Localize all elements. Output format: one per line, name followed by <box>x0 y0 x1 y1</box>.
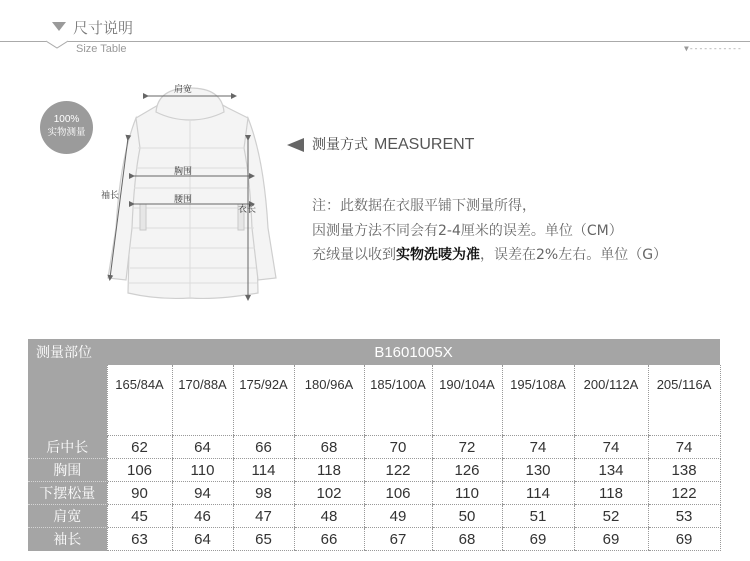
value-cell: 50 <box>432 505 502 528</box>
size-cell: 195/108A <box>502 365 574 436</box>
value-cell: 48 <box>294 505 364 528</box>
value-cell: 66 <box>233 436 294 459</box>
row-label: 后中长 <box>28 436 107 459</box>
value-cell: 114 <box>233 459 294 482</box>
value-cell: 66 <box>294 528 364 551</box>
value-cell: 122 <box>648 482 720 505</box>
measurement-title-cn: 测量方式 <box>312 137 368 153</box>
note-line-1: 注：此数据在衣服平铺下测量所得， <box>312 198 536 214</box>
triangle-down-icon <box>52 22 66 31</box>
table-row <box>28 528 720 551</box>
value-cell: 45 <box>107 505 172 528</box>
table-row <box>28 482 720 505</box>
real-measure-badge <box>40 101 93 154</box>
value-cell: 64 <box>172 528 233 551</box>
value-cell: 51 <box>502 505 574 528</box>
row-label: 袖长 <box>28 528 107 551</box>
corner-label: 测量部位 <box>28 339 107 365</box>
value-cell: 49 <box>364 505 432 528</box>
table-row <box>28 436 720 459</box>
size-cell: 200/112A <box>574 365 648 436</box>
jacket-illustration <box>98 78 278 308</box>
value-cell: 68 <box>432 528 502 551</box>
value-cell: 64 <box>172 436 233 459</box>
value-cell: 69 <box>502 528 574 551</box>
value-cell: 69 <box>648 528 720 551</box>
value-cell: 130 <box>502 459 574 482</box>
note-line-2: 因测量方法不同会有2-4厘米的误差。单位（CM） <box>312 223 623 239</box>
value-cell: 118 <box>574 482 648 505</box>
value-cell: 110 <box>172 459 233 482</box>
value-cell: 122 <box>364 459 432 482</box>
note-line-3-post: ，误差在2%左右。单位（G） <box>480 247 668 263</box>
table-row <box>28 459 720 482</box>
value-cell: 72 <box>432 436 502 459</box>
size-cell: 165/84A <box>107 365 172 436</box>
size-cell: 180/96A <box>294 365 364 436</box>
size-cell: 205/116A <box>648 365 720 436</box>
table-header-row <box>28 339 720 365</box>
size-table <box>28 339 720 551</box>
value-cell: 106 <box>364 482 432 505</box>
value-cell: 118 <box>294 459 364 482</box>
value-cell: 74 <box>574 436 648 459</box>
measurement-title-en: MEASURENT <box>374 136 475 153</box>
badge-text: 实物测量 <box>47 127 86 138</box>
section-subtitle: Size Table <box>76 43 127 55</box>
value-cell: 53 <box>648 505 720 528</box>
label-shoulder: 肩宽 <box>174 85 193 95</box>
badge-percent: 100% <box>53 114 80 125</box>
value-cell: 67 <box>364 528 432 551</box>
size-cell: 190/104A <box>432 365 502 436</box>
measurement-title <box>312 134 474 154</box>
value-cell: 134 <box>574 459 648 482</box>
row-label: 胸围 <box>28 459 107 482</box>
value-cell: 46 <box>172 505 233 528</box>
value-cell: 90 <box>107 482 172 505</box>
value-cell: 62 <box>107 436 172 459</box>
value-cell: 68 <box>294 436 364 459</box>
value-cell: 52 <box>574 505 648 528</box>
value-cell: 110 <box>432 482 502 505</box>
value-cell: 47 <box>233 505 294 528</box>
header-divider <box>0 41 750 42</box>
value-cell: 63 <box>107 528 172 551</box>
value-cell: 74 <box>502 436 574 459</box>
row-label: 肩宽 <box>28 505 107 528</box>
table-row <box>28 505 720 528</box>
note-line-3-pre: 充绒量以收到 <box>312 247 396 263</box>
label-sleeve: 袖长 <box>101 191 120 201</box>
header-notch <box>46 33 68 49</box>
sizes-row <box>28 365 720 436</box>
note-line-3 <box>312 244 667 264</box>
value-cell: 70 <box>364 436 432 459</box>
model-number: B1601005X <box>107 339 720 365</box>
note-line-3-bold: 实物洗唛为准 <box>396 247 480 263</box>
size-cell: 185/100A <box>364 365 432 436</box>
label-chest: 胸围 <box>174 167 193 177</box>
header-right-mark: ▼‐‐‐‐‐‐‐‐‐‐‐ <box>684 44 742 53</box>
size-cell: 175/92A <box>233 365 294 436</box>
label-waist: 腰围 <box>174 195 193 205</box>
label-length: 衣长 <box>238 205 257 215</box>
value-cell: 102 <box>294 482 364 505</box>
value-cell: 106 <box>107 459 172 482</box>
section-title: 尺寸说明 <box>73 19 134 37</box>
value-cell: 94 <box>172 482 233 505</box>
value-cell: 114 <box>502 482 574 505</box>
sizes-row-label-cell <box>28 365 107 436</box>
arrow-left-icon <box>287 138 304 152</box>
row-label: 下摆松量 <box>28 482 107 505</box>
value-cell: 138 <box>648 459 720 482</box>
value-cell: 126 <box>432 459 502 482</box>
value-cell: 98 <box>233 482 294 505</box>
value-cell: 65 <box>233 528 294 551</box>
value-cell: 69 <box>574 528 648 551</box>
size-cell: 170/88A <box>172 365 233 436</box>
value-cell: 74 <box>648 436 720 459</box>
